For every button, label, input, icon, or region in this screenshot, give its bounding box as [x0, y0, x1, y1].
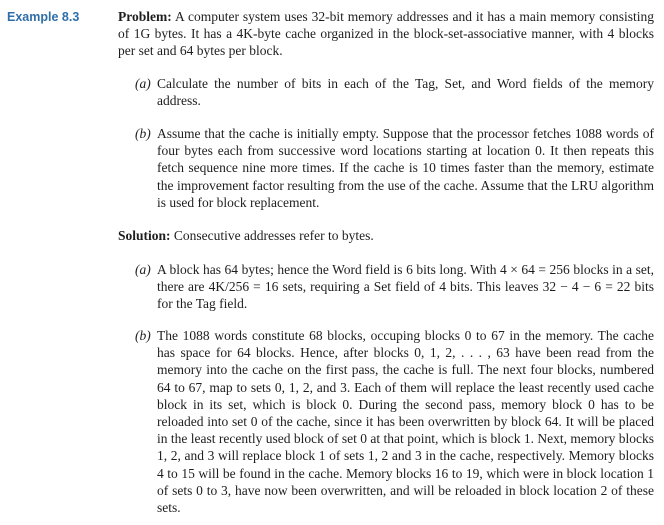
- part-marker: (a): [135, 76, 151, 91]
- part-marker: (b): [135, 126, 151, 141]
- part-text: Calculate the number of bits in each of the Tag, Set, and Word fields of the memory address.: [157, 76, 654, 109]
- part-text: Assume that the cache is initially empty. Suppose that the processor fetches 1088 words of four bytes each from successive word locations starting at location 0. It then repeats this fetch sequence nine more times. If the cache is 10 times faster than the memory, estimate the improvement factor resulting from the use of the cache. Assume that the LRU algorithm is used for block replacement.: [157, 126, 654, 210]
- problem-heading: Problem:: [118, 9, 172, 24]
- part-text: A block has 64 bytes; hence the Word field is 6 bits long. With 4 × 64 = 256 blocks in a set, there are 4K/256 = 16 sets, requiring a Set field of 4 bits. This leaves 32 − 4 − 6 = 22 bits for the Tag field.: [157, 262, 654, 312]
- solution-statement: [118, 227, 654, 244]
- example-label: Example 8.3: [7, 10, 80, 24]
- problem-part-a: [135, 75, 654, 109]
- part-text: The 1088 words constitute 68 blocks, occuping blocks 0 to 67 in the memory. The cache has space for 64 blocks. Hence, after blocks 0, 1, 2, . . . , 63 have been read from the memory into the cache on the first pass, the cache is full. The next four blocks, numbered 64 to 67, map to sets 0, 1, 2, and 3. Each of them will replace the least recently used cache block in its set, which is block 0. During the second pass, memory block 0 has to be reloaded into set 0 of the cache, since it has been overwritten by block 64. It will be placed in the least recently used block of set 0 at that point, which is block 1. Next, memory blocks 1, 2, and 3 will replace block 1 of sets 1, 2 and 3 in the cache, respectively. Memory blocks 4 to 15 will be found in the cache. Memory blocks 16 to 19, which were in block location 1 of sets 0 to 3, have now been overwritten, and will be reloaded in block location 2 of these sets.: [157, 328, 654, 516]
- solution-part-b: [135, 327, 654, 516]
- solution-part-a: [135, 261, 654, 313]
- solution-text: Consecutive addresses refer to bytes.: [173, 228, 374, 243]
- part-marker: (a): [135, 262, 151, 277]
- part-marker: (b): [135, 328, 151, 343]
- problem-statement: [118, 8, 654, 60]
- solution-heading: Solution:: [118, 228, 171, 243]
- problem-text: A computer system uses 32-bit memory addresses and it has a main memory consisting of 1G bytes. It has a 4K-byte cache organized in the block-set-associative manner, with 4 blocks per set and 64 bytes per block.: [118, 9, 654, 59]
- problem-part-b: [135, 125, 654, 211]
